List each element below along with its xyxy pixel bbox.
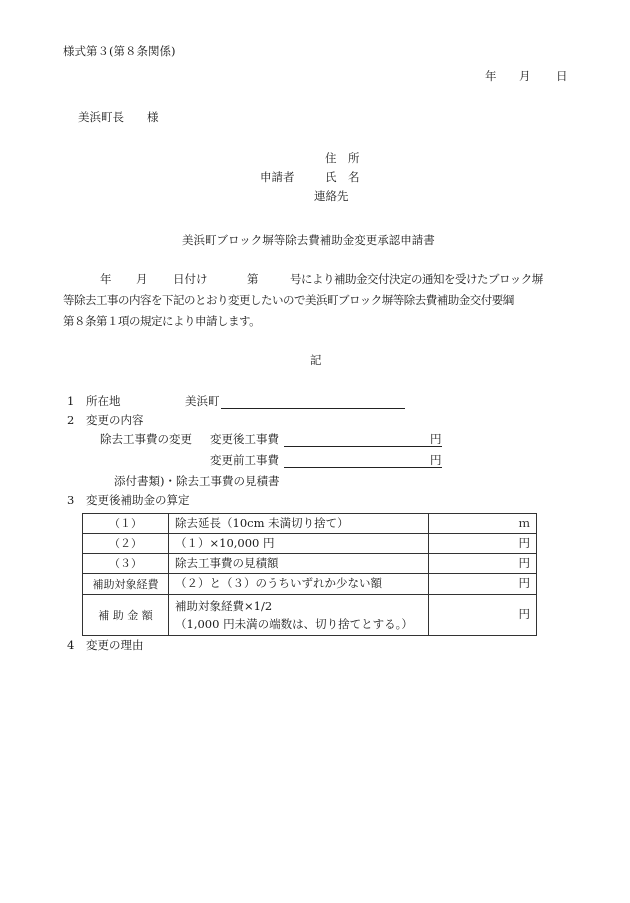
- table-row: [83, 574, 537, 595]
- item3-number: 3: [67, 493, 75, 507]
- ki-heading: 記: [310, 353, 322, 367]
- table-row: [83, 534, 537, 554]
- table-row: [83, 554, 537, 574]
- applicant-role-label: 申請者: [260, 170, 295, 184]
- table-row: [83, 595, 537, 636]
- before-cost-yen: 円: [430, 453, 442, 467]
- before-cost-label: 変更前工事費: [210, 453, 279, 467]
- item3-label: 変更後補助金の算定: [86, 493, 190, 507]
- item2-label: 変更の内容: [86, 413, 144, 427]
- item2-number: 2: [67, 413, 75, 427]
- item1-number: 1: [67, 394, 75, 408]
- date-day-label: 日: [556, 69, 568, 83]
- addressee: 美浜町長 様: [78, 110, 159, 124]
- document-title: 美浜町ブロック塀等除去費補助金変更承認申請書: [182, 233, 435, 247]
- item4-label: 変更の理由: [86, 638, 144, 652]
- date-year-label: 年: [485, 69, 497, 83]
- row-content: 除去延長（10cm 未満切り捨て）: [169, 514, 429, 534]
- applicant-contact-label: 連絡先: [314, 189, 349, 203]
- after-cost-underline[interactable]: [284, 434, 430, 447]
- body-line1-rest: 号により補助金交付決定の通知を受けたブロック塀: [290, 272, 543, 286]
- item4-number: 4: [67, 638, 75, 652]
- after-cost-yen: 円: [430, 432, 442, 446]
- row-unit: 円: [429, 554, 537, 574]
- body-month: 月: [136, 272, 148, 286]
- body-number-prefix: 第: [247, 272, 259, 286]
- applicant-name-label: 氏 名: [325, 170, 360, 184]
- body-line2: 等除去工事の内容を下記のとおり変更したいので美浜町ブロック塀等除去費補助金交付要綱: [63, 293, 514, 307]
- item1-prefix: 美浜町: [185, 394, 220, 408]
- body-year: 年: [100, 272, 112, 286]
- rounding-note: （1,000 円未満の端数は、切り捨てとする。）: [175, 617, 413, 631]
- applicant-address-label: 住 所: [325, 151, 360, 165]
- before-cost-underline[interactable]: [284, 455, 430, 468]
- row-head: （１）: [83, 514, 169, 534]
- form-number: 様式第３(第８条関係): [63, 44, 176, 58]
- row-unit: 円: [429, 534, 537, 554]
- after-cost-label: 変更後工事費: [210, 432, 279, 446]
- row-content: [169, 595, 429, 636]
- row-unit: 円: [429, 574, 537, 595]
- attachments-note: 添付書類)・除去工事費の見積書: [114, 474, 280, 488]
- table-row: [83, 514, 537, 534]
- row-content: （１）×10,000 円: [169, 534, 429, 554]
- subsidy-calculation-table: [82, 513, 537, 636]
- row-unit: 円: [429, 595, 537, 636]
- body-line3: 第８条第１項の規定により申請します。: [63, 314, 261, 328]
- row-head: 補助対象経費: [83, 574, 169, 595]
- row-head: 補 助 金 額: [83, 595, 169, 636]
- row-content: 除去工事費の見積額: [169, 554, 429, 574]
- item2-sub-label: 除去工事費の変更: [100, 432, 192, 446]
- location-underline[interactable]: [221, 396, 405, 409]
- date-month-label: 月: [519, 69, 531, 83]
- row-head: （２）: [83, 534, 169, 554]
- row-content: （２）と（３）のうちいずれか少ない額: [169, 574, 429, 595]
- item1-label: 所在地: [86, 394, 121, 408]
- row-unit: ｍ: [429, 514, 537, 534]
- body-dated: 日付け: [173, 272, 208, 286]
- subsidy-formula: 補助対象経費×1/2: [175, 598, 273, 613]
- row-head: （３）: [83, 554, 169, 574]
